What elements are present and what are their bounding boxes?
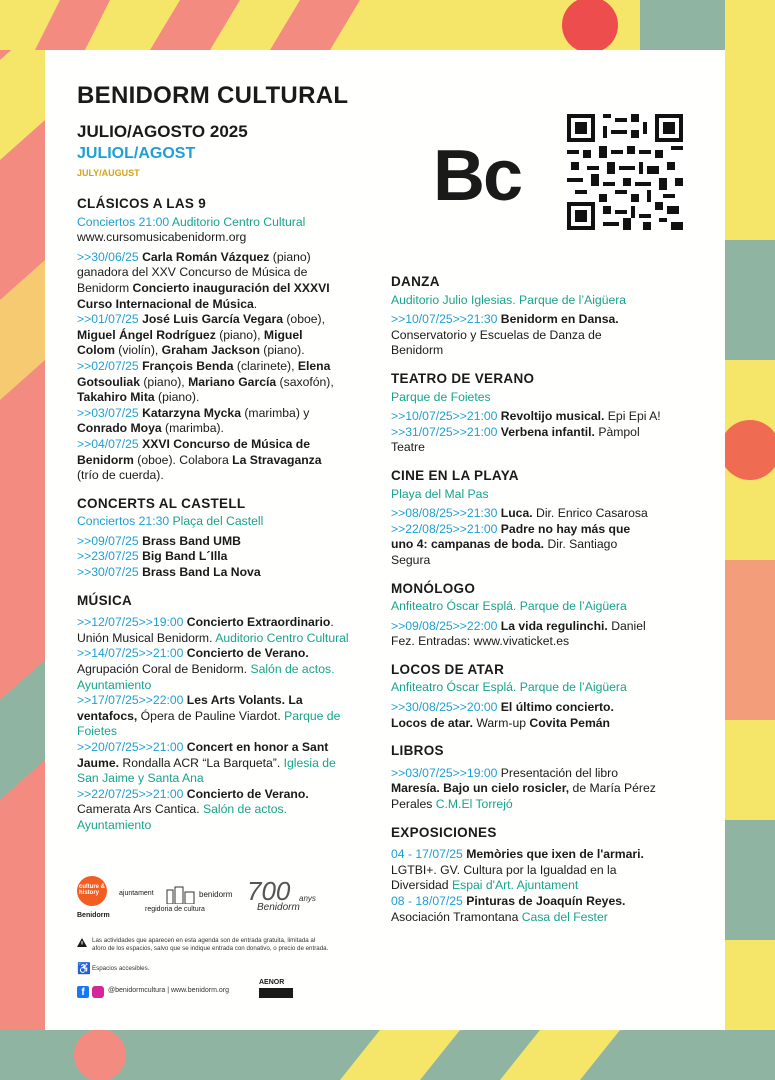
- event-name: El último concierto.: [500, 700, 614, 715]
- event-text: (piano).: [259, 343, 305, 358]
- section-exposiciones: [391, 825, 701, 926]
- event-name: Graham Jackson: [161, 343, 260, 358]
- event-text: (piano): [269, 249, 311, 264]
- venue: Foietes: [77, 724, 117, 739]
- event-name: Conrado Moya: [77, 421, 162, 436]
- event-text: Teatre: [391, 440, 425, 455]
- building-icon: [165, 886, 197, 904]
- instagram-icon[interactable]: [92, 986, 104, 998]
- section-monologo: [391, 581, 701, 650]
- event-date: >>03/07/25: [77, 405, 143, 420]
- event-text: Daniel: [607, 618, 646, 633]
- social-links[interactable]: @benidormcultura | www.benidorm.org: [108, 987, 229, 994]
- venue: Anfiteatro Óscar Esplá. Parque de l’Aigüera: [391, 599, 627, 614]
- event-date: >>09/07/25: [77, 533, 143, 548]
- note-line-2: aforo de los espacios, salvo que se indique entrada con donativo, o precio de entrada.: [92, 945, 329, 952]
- event-date: >>20/07/25>>21:00: [77, 740, 187, 754]
- page-title: BENIDORM CULTURAL: [77, 82, 349, 109]
- section-title: CLÁSICOS A LAS 9: [77, 196, 207, 211]
- event-text: Conservatorio y Escuelas de Danza de: [391, 327, 602, 342]
- venue: C.M.El Torrejó: [435, 797, 513, 812]
- venue: Parque de Foietes: [391, 389, 491, 404]
- event-text: Dir. Santiago: [544, 537, 618, 552]
- venue: Auditorio Centro Cultural: [169, 214, 306, 229]
- event-name: Elena: [297, 358, 331, 373]
- event-text: Benidorm: [77, 280, 133, 295]
- event-date: >>08/08/25>>21:30: [391, 506, 501, 521]
- venue: Iglesia de: [283, 755, 336, 770]
- event-text: .: [330, 615, 334, 630]
- section-title: CONCERTS AL CASTELL: [77, 495, 246, 511]
- event-name: Maresía. Bajo un cielo rosicler,: [391, 781, 570, 796]
- event-name: José Luis García Vegara: [142, 312, 283, 327]
- venue: Anfiteatro Óscar Esplá. Parque de l’Aigüera: [391, 680, 627, 695]
- event-name: Locos de atar.: [391, 715, 473, 730]
- accessible-text: Espacios accesibles.: [92, 965, 150, 972]
- venue: Parque de: [284, 708, 341, 723]
- aenor-badge: [259, 988, 293, 998]
- bc-logo: Bc: [433, 136, 522, 216]
- event-name: Takahiro Mita: [77, 390, 155, 405]
- event-date: >>10/07/25>>21:00: [391, 409, 501, 424]
- anniversary-logo: 700: [247, 876, 291, 906]
- left-column: [77, 196, 377, 846]
- subtitle-es: JULIO/AGOSTO 2025: [77, 122, 248, 141]
- event-date: >>30/06/25: [77, 249, 143, 264]
- section-libros: [391, 743, 701, 812]
- logo-benidorm-text: Benidorm: [77, 912, 110, 919]
- event-date: 08 - 18/07/25: [391, 894, 467, 908]
- event-name: François Benda: [142, 358, 234, 373]
- venue: Auditorio Centro Cultural: [215, 630, 349, 645]
- event-date: >>14/07/25>>21:00: [77, 646, 187, 661]
- event-text: Asociación Tramontana: [391, 909, 522, 924]
- event-date: >>12/07/25>>19:00: [77, 615, 187, 630]
- event-text: (piano).: [154, 390, 200, 405]
- venue: Ayuntamiento: [77, 817, 152, 832]
- section-teatro: [391, 371, 701, 456]
- qr-code-icon[interactable]: [567, 114, 683, 230]
- event-name: Luca.: [500, 506, 533, 521]
- event-text: Camerata Ars Cantica.: [77, 802, 203, 817]
- venue: Casa del Fester: [521, 909, 608, 924]
- event-text: de María Pérez: [569, 781, 656, 796]
- venue-time: Conciertos 21:00: [77, 214, 170, 229]
- event-text: LGTBI+. GV. Cultura por la Igualdad en la: [391, 862, 617, 877]
- event-name: Carla Román Vázquez: [142, 249, 270, 264]
- note-line-1: Las actividades que aparecen en esta agenda son de entrada gratuita, limitada al: [92, 937, 316, 944]
- event-text: (oboe). Colabora: [133, 452, 233, 467]
- event-name: Benidorm: [77, 452, 134, 467]
- venue: Plaça del Castell: [169, 514, 264, 529]
- event-date: >>04/07/25: [77, 436, 143, 451]
- event-text: .: [253, 296, 258, 311]
- event-name: ventafocs,: [77, 708, 138, 723]
- event-name: Les Arts Volants. La: [186, 693, 303, 708]
- event-name: Katarzyna Mycka: [142, 405, 241, 420]
- section-title: MONÓLOGO: [391, 580, 476, 596]
- event-name: Verbena infantil.: [500, 424, 595, 439]
- event-date: >>09/08/25>>22:00: [391, 618, 501, 633]
- section-clasicos: [77, 196, 377, 484]
- accessibility-icon: ♿: [77, 963, 91, 975]
- event-date: >>17/07/25>>22:00: [77, 693, 187, 708]
- section-locos: [391, 662, 701, 731]
- event-name: Mariano García: [188, 374, 277, 389]
- section-title: DANZA: [391, 274, 440, 289]
- section-title: LOCOS DE ATAR: [391, 661, 505, 677]
- event-name: Concierto de Verano.: [186, 646, 309, 661]
- event-name: Colom: [77, 343, 115, 358]
- section-danza: [391, 274, 701, 359]
- section-title: EXPOSICIONES: [391, 824, 497, 840]
- event-name: Concert en honor a Sant: [186, 740, 329, 754]
- event-date: >>03/07/25>>19:00: [391, 765, 501, 780]
- section-title: TEATRO DE VERANO: [391, 370, 535, 386]
- ajuntament-text: ajuntament: [119, 890, 154, 897]
- event-text: Ópera de Pauline Viardot.: [137, 708, 285, 723]
- event-text: Benidorm: [391, 343, 444, 358]
- event-text: Presentación del libro: [500, 765, 619, 780]
- event-name: Brass Band UMB: [142, 533, 241, 548]
- event-text: (clarinete),: [233, 358, 298, 373]
- event-name: Concierto de Verano.: [186, 786, 309, 801]
- event-text: (violín),: [114, 343, 162, 358]
- venue-time: Conciertos 21:30: [77, 514, 170, 529]
- venue: Ayuntamiento: [77, 677, 152, 692]
- anniversary-signature: Benidorm: [257, 902, 300, 913]
- event-date: >>22/07/25>>21:00: [77, 786, 187, 801]
- website-link[interactable]: www.cursomusicabenidorm.org: [77, 230, 247, 245]
- event-date: >>30/07/25: [77, 565, 143, 580]
- event-name: Padre no hay más que: [500, 521, 631, 536]
- event-name: Memòries que ixen de l'armari.: [466, 847, 644, 862]
- logo-text: culture & history: [79, 884, 106, 896]
- section-title: MÚSICA: [77, 592, 133, 608]
- section-castell: [77, 496, 377, 581]
- subtitle-en: JULY/AUGUST: [77, 168, 140, 178]
- event-text: (marimba) y: [240, 405, 310, 420]
- event-name: Curso Internacional de Música: [77, 296, 254, 311]
- event-text: Perales: [391, 797, 436, 812]
- event-name: Pinturas de Joaquín Reyes.: [466, 894, 626, 908]
- event-date: >>23/07/25: [77, 549, 143, 564]
- event-text: Pàmpol: [594, 424, 640, 439]
- facebook-icon[interactable]: f: [77, 986, 89, 998]
- event-text: Warm-up: [472, 715, 530, 730]
- event-name: uno 4: campanas de boda.: [391, 537, 545, 552]
- event-date: >>02/07/25: [77, 358, 143, 373]
- event-name: XXVI Concurso de Música de: [142, 436, 311, 451]
- event-text: (saxofón),: [276, 374, 334, 389]
- right-column: [391, 274, 701, 937]
- venue: Auditorio Julio Iglesias. Parque de l’Aigüera: [391, 292, 627, 307]
- event-name: Benidorm en Dansa.: [500, 312, 619, 327]
- subtitle-val: JULIOL/AGOST: [77, 145, 196, 162]
- event-name: Big Band L´Illa: [142, 549, 228, 564]
- event-name: Miguel: [263, 327, 303, 342]
- event-name: La Stravaganza: [232, 452, 322, 467]
- venue: San Jaime y Santa Ana: [77, 771, 204, 786]
- section-cine: [391, 468, 701, 569]
- event-name: Brass Band La Nova: [142, 565, 261, 580]
- event-text: (marimba).: [161, 421, 224, 436]
- event-text: Diversidad: [391, 878, 452, 893]
- event-date: >>10/07/25>>21:30: [391, 312, 501, 327]
- event-text: ganadora del XXV Concurso de Música de: [77, 265, 308, 280]
- warning-icon: [77, 938, 87, 947]
- event-name: Revoltijo musical.: [500, 409, 605, 424]
- event-name: La vida regulinchi.: [500, 618, 608, 633]
- regidoria-text: regidoria de cultura: [145, 906, 205, 913]
- anniversary-anys: anys: [299, 894, 316, 903]
- event-text: Rondalla ACR “La Barqueta”.: [119, 755, 284, 770]
- venue: Espai d'Art. Ajuntament: [451, 878, 579, 893]
- section-title: LIBROS: [391, 743, 444, 759]
- benidorm-text: benidorm: [199, 890, 233, 899]
- event-name: Gotsouliak: [77, 374, 140, 389]
- venue: Playa del Mal Pas: [391, 486, 489, 501]
- event-date: >>31/07/25>>21:00: [391, 424, 501, 439]
- event-date: >>01/07/25: [77, 312, 143, 327]
- poster-content: [45, 50, 725, 1030]
- event-text: Unión Musical Benidorm.: [77, 630, 216, 645]
- venue: Salón de actos.: [250, 662, 335, 677]
- event-text: Epi Epi A!: [604, 409, 661, 424]
- event-text: (piano),: [139, 374, 189, 389]
- event-name: Miguel Ángel Rodríguez: [77, 327, 216, 342]
- event-text: (oboe),: [282, 312, 325, 327]
- aenor-logo: AENOR: [259, 979, 285, 986]
- event-text: Agrupación Coral de Benidorm.: [77, 662, 251, 677]
- event-text: (trío de cuerda).: [77, 468, 164, 483]
- venue: Salón de actos.: [203, 802, 288, 817]
- event-name: Covita Pemán: [529, 715, 611, 730]
- event-date: >>30/08/25>>20:00: [391, 700, 501, 715]
- event-date: 04 - 17/07/25: [391, 847, 467, 862]
- event-text: (piano),: [215, 327, 264, 342]
- event-name: Concierto Extraordinario: [186, 615, 331, 630]
- event-date: >>22/08/25>>21:00: [391, 521, 501, 536]
- event-name: Jaume.: [77, 755, 120, 770]
- event-name: Concierto inauguración del XXXVI: [132, 280, 330, 295]
- section-musica: [77, 593, 377, 834]
- event-text: Segura: [391, 552, 431, 567]
- section-title: CINE EN LA PLAYA: [391, 467, 519, 483]
- event-text: Dir. Enrico Casarosa: [532, 506, 648, 521]
- event-text: Fez. Entradas: www.vivaticket.es: [391, 634, 570, 649]
- culture-history-logo: [77, 876, 107, 906]
